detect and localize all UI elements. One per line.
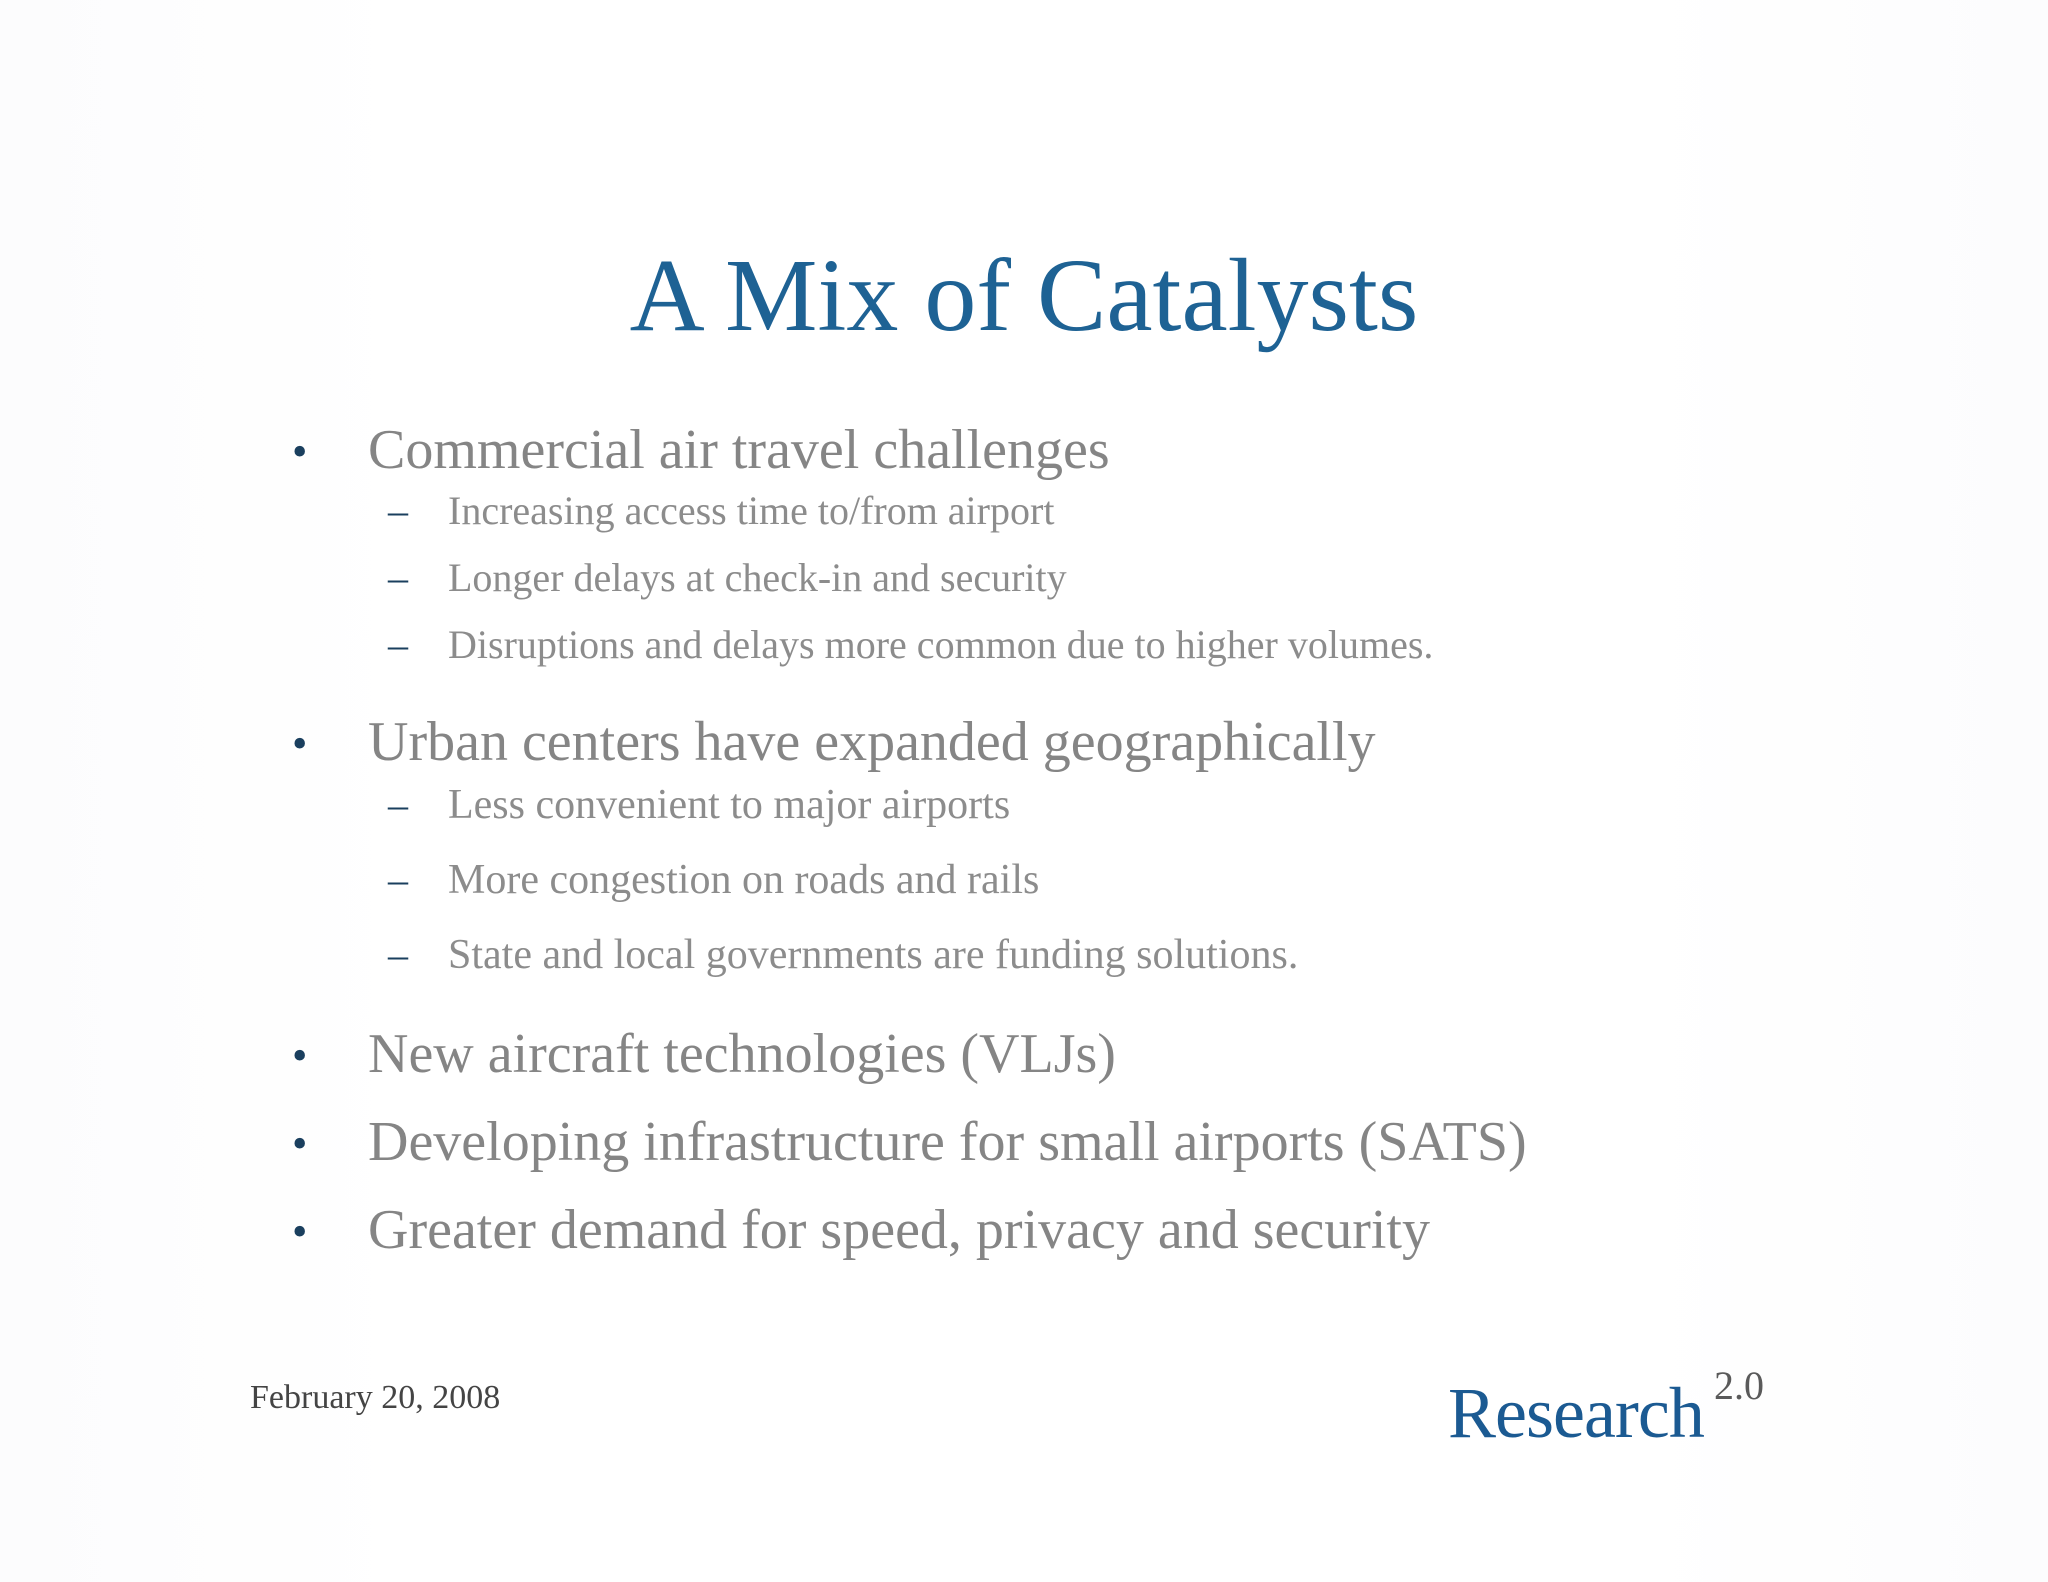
bullet-text: New aircraft technologies (VLJs) bbox=[368, 1023, 1116, 1085]
logo-superscript: 2.0 bbox=[1714, 1363, 1764, 1408]
footer-date: February 20, 2008 bbox=[250, 1379, 501, 1416]
dash-marker: – bbox=[388, 782, 408, 827]
sub-bullet-text: Disruptions and delays more common due to higher volumes. bbox=[448, 622, 1434, 667]
logo-word: Research bbox=[1448, 1373, 1704, 1453]
bullet-marker: • bbox=[292, 427, 308, 476]
sub-bullet-text: More congestion on roads and rails bbox=[448, 857, 1040, 903]
sub-bullet-text: Less convenient to major airports bbox=[448, 782, 1011, 828]
bullet-marker: • bbox=[292, 719, 308, 768]
sub-bullet-text: Longer delays at check-in and security bbox=[448, 555, 1067, 600]
bullet-text: Urban centers have expanded geographically bbox=[368, 711, 1376, 773]
dash-marker: – bbox=[388, 857, 408, 902]
dash-marker: – bbox=[388, 555, 408, 600]
bullet-marker: • bbox=[292, 1119, 308, 1168]
dash-marker: – bbox=[388, 622, 408, 667]
dash-marker: – bbox=[388, 488, 408, 533]
sub-bullet-text: Increasing access time to/from airport bbox=[448, 488, 1055, 533]
bullet-marker: • bbox=[292, 1207, 308, 1256]
research-logo bbox=[1448, 1363, 1764, 1458]
dash-marker: – bbox=[388, 932, 408, 977]
bullet-marker: • bbox=[292, 1031, 308, 1080]
sub-bullet-text: State and local governments are funding solutions. bbox=[448, 932, 1299, 978]
slide-title: A Mix of Catalysts bbox=[629, 238, 1419, 353]
bullet-text: Greater demand for speed, privacy and security bbox=[368, 1199, 1430, 1261]
bullet-text: Developing infrastructure for small airports (SATS) bbox=[368, 1111, 1527, 1173]
bullet-text: Commercial air travel challenges bbox=[368, 419, 1110, 481]
